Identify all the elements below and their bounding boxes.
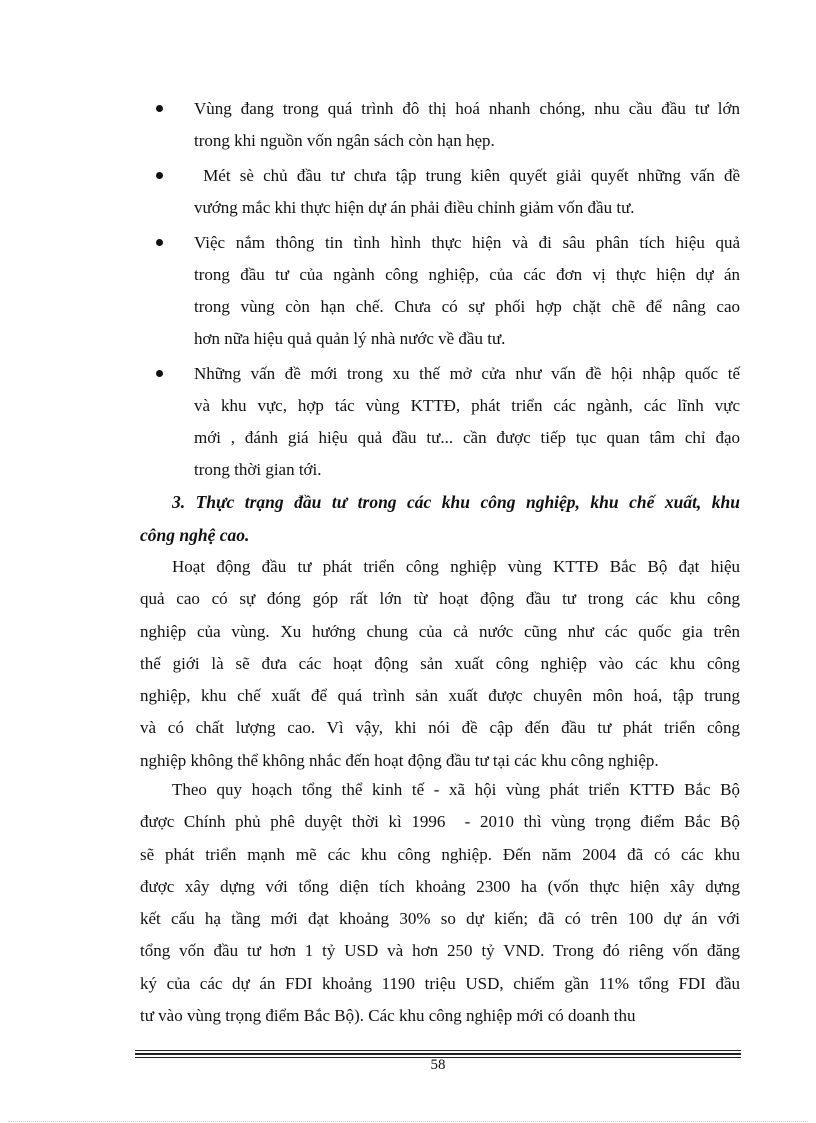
text-line: trong thời gian tới. <box>194 460 322 479</box>
bullet-list <box>0 93 816 489</box>
text-line: nghiệp không thể không nhắc đến hoạt động đầu tư tại các khu công nghiệp. <box>140 750 659 770</box>
text-line: nghiệp của vùng. Xu hướng chung của cả nước cũng như các quốc gia trên <box>140 621 740 641</box>
text-line: Hoạt động đầu tư phát triển công nghiệp vùng KTTĐ Bắc Bộ đạt hiệu <box>172 557 740 576</box>
bullet-text <box>194 160 740 224</box>
text-line: vướng mắc khi thực hiện dự án phải điều chỉnh giảm vốn đầu tư. <box>194 198 635 217</box>
text-line: quả cao có sự đóng góp rất lớn từ hoạt động đầu tư trong các khu công <box>140 589 740 609</box>
bullet-item <box>0 358 816 486</box>
bullet-icon <box>156 105 163 112</box>
text-line: và khu vực, hợp tác vùng KTTĐ, phát triển các ngành, các lĩnh vực <box>194 396 740 415</box>
section-heading <box>0 486 816 552</box>
text-line: Theo quy hoạch tổng thể kinh tế - xã hội vùng phát triển KTTĐ Bắc Bộ <box>172 780 740 799</box>
text-line: Những vấn đề mới trong xu thế mở cửa như vấn đề hội nhập quốc tế <box>194 364 740 383</box>
page-number: 58 <box>430 1057 446 1073</box>
text-line: tư vào vùng trọng điểm Bắc Bộ). Các khu công nghiệp mới có doanh thu <box>140 1006 636 1026</box>
heading-line: công nghệ cao. <box>140 525 250 545</box>
text-line: thế giới là sẽ đưa các hoạt động sản xuất công nghiệp vào các khu công <box>140 653 740 673</box>
text-line: tổng vốn đầu tư hơn 1 tỷ USD và hơn 250 tỷ VND. Trong đó riêng vốn đăng <box>140 941 740 961</box>
text-line: Vùng đang trong quá trình đô thị hoá nhanh chóng, nhu cầu đầu tư lớn <box>194 99 740 118</box>
text-line: sẽ phát triển mạnh mẽ các khu công nghiệp. Đến năm 2004 đã có các khu <box>140 844 740 864</box>
text-line: trong khi nguồn vốn ngân sách còn hạn hẹp. <box>194 131 495 150</box>
bullet-icon <box>156 172 163 179</box>
bullet-icon <box>156 239 163 246</box>
bullet-item <box>0 93 816 157</box>
page-edge-divider <box>8 1121 808 1122</box>
body-paragraph <box>0 551 816 777</box>
text-line: ký của các dự án FDI khoảng 1190 triệu USD, chiếm gần 11% tổng FDI đầu <box>140 973 740 993</box>
text-line: kết cấu hạ tầng mới đạt khoảng 30% so dự kiến; đã có trên 100 dự án với <box>140 909 740 929</box>
bullet-icon <box>156 370 163 377</box>
bullet-text <box>194 93 740 157</box>
heading-line: 3. Thực trạng đầu tư trong các khu công nghiệp, khu chế xuất, khu <box>172 492 740 512</box>
text-line: Mét sè chủ đầu tư chưa tập trung kiên quyết giải quyết những vấn đề <box>194 166 740 185</box>
bullet-item <box>0 227 816 355</box>
text-line: trong đầu tư của ngành công nghiệp, của các đơn vị thực hiện dự án <box>194 265 740 284</box>
footer-rule <box>135 1050 741 1051</box>
bullet-text <box>194 358 740 486</box>
text-line: Việc nắm thông tin tình hình thực hiện và đi sâu phân tích hiệu quả <box>194 233 740 252</box>
text-line: được xây dựng với tổng diện tích khoảng 2300 ha (vốn thực hiện xây dựng <box>140 876 740 896</box>
text-line: mới , đánh giá hiệu quả đầu tư... cần được tiếp tục quan tâm chỉ đạo <box>194 428 740 447</box>
body-paragraph <box>0 774 816 1032</box>
text-line: và có chất lượng cao. Vì vậy, khi nói đề cập đến đầu tư phát triển công <box>140 718 740 738</box>
text-line: hơn nữa hiệu quả quản lý nhà nước về đầu tư. <box>194 329 506 348</box>
bullet-item <box>0 160 816 224</box>
text-line: trong vùng còn hạn chế. Chưa có sự phối hợp chặt chẽ để nâng cao <box>194 297 740 316</box>
text-line: nghiệp, khu chế xuất để quá trình sản xuất được chuyên môn hoá, tập trung <box>140 686 740 706</box>
bullet-text <box>194 227 740 355</box>
text-line: được Chính phủ phê duyệt thời kì 1996 - 2010 thì vùng trọng điểm Bắc Bộ <box>140 812 740 832</box>
